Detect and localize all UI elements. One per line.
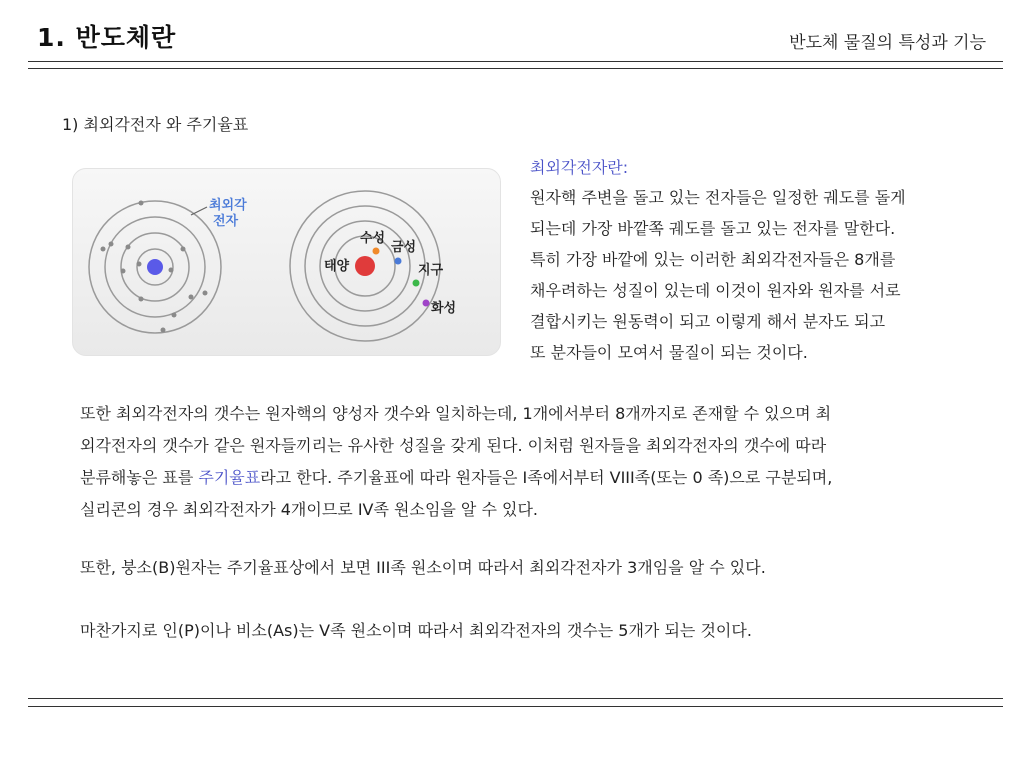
paragraph-1-line-1: 또한 최외각전자의 갯수는 원자핵의 양성자 갯수와 일치하는데, 1개에서부터 8개까지로 존재할 수 있으며 최 [80, 404, 832, 423]
header-subtitle: 반도체 물질의 특성과 기능 [789, 33, 986, 53]
definition-line: 채우려하는 성질이 있는데 이것이 원자와 원자를 서로 [530, 281, 901, 300]
definition-line: 특히 가장 바깥에 있는 이러한 최외각전자들은 8개를 [530, 250, 896, 269]
earth [413, 280, 420, 287]
definition-line: 되는데 가장 바깥쪽 궤도를 돌고 있는 전자를 말한다. [530, 219, 896, 238]
line-text: 라고 한다. 주기율표에 따라 원자들은 I족에서부터 VIII족(또는 0 족)으로 구분되며, [260, 468, 833, 487]
header-rule-bottom [28, 68, 1003, 69]
page-title: 1. 반도체란 [37, 23, 177, 52]
paragraph-1-line-3 [80, 462, 832, 494]
venus-label: 금성 [391, 240, 417, 255]
footer-rule-bottom [28, 706, 1003, 707]
earth-label: 지구 [418, 263, 444, 278]
paragraph-1-line-4: 실리콘의 경우 최외각전자가 4개이므로 IV족 원소임을 알 수 있다. [80, 500, 539, 519]
mars [423, 300, 430, 307]
definition-line: 원자핵 주변을 돌고 있는 전자들은 일정한 궤도를 돌게 [530, 188, 906, 207]
paragraph-2: 또한, 붕소(B)원자는 주기율표상에서 보면 III족 원소이며 따라서 최외각전자가 3개임을 알 수 있다. [80, 558, 766, 577]
definition-body [530, 182, 990, 368]
atom-solar-system-figure [72, 168, 501, 356]
footer-rule-top [28, 698, 1003, 699]
line-text: 분류해놓은 표를 [80, 468, 199, 487]
mars-label: 화성 [431, 301, 457, 316]
sun-label: 태양 [324, 259, 350, 274]
periodic-table-link[interactable]: 주기율표 [198, 468, 261, 487]
outer-electron-pointer [191, 207, 207, 215]
mercury-label: 수성 [360, 231, 386, 246]
outer-electron-label-line2: 전자 [213, 214, 239, 229]
outer-electron-label-line1: 최외각 [209, 198, 247, 213]
definition-line: 결합시키는 원동력이 되고 이렇게 해서 분자도 되고 [530, 312, 886, 331]
paragraph-1-line-2: 외각전자의 갯수가 같은 원자들끼리는 유사한 성질을 갖게 된다. 이처럼 원자들을 최외각전자의 갯수에 따라 [80, 436, 827, 455]
mercury [373, 248, 380, 255]
venus [395, 258, 402, 265]
definition-line: 또 분자들이 모여서 물질이 되는 것이다. [530, 343, 808, 362]
paragraph-3: 마찬가지로 인(P)이나 비소(As)는 V족 원소이며 따라서 최외각전자의 갯수는 5개가 되는 것이다. [80, 621, 752, 640]
definition-title: 최외각전자란: [530, 158, 629, 177]
sun [355, 256, 375, 276]
section-heading: 1) 최외각전자 와 주기율표 [62, 115, 249, 134]
header-rule-top [28, 61, 1003, 62]
paragraph-1 [80, 398, 832, 526]
nucleus [147, 259, 163, 275]
